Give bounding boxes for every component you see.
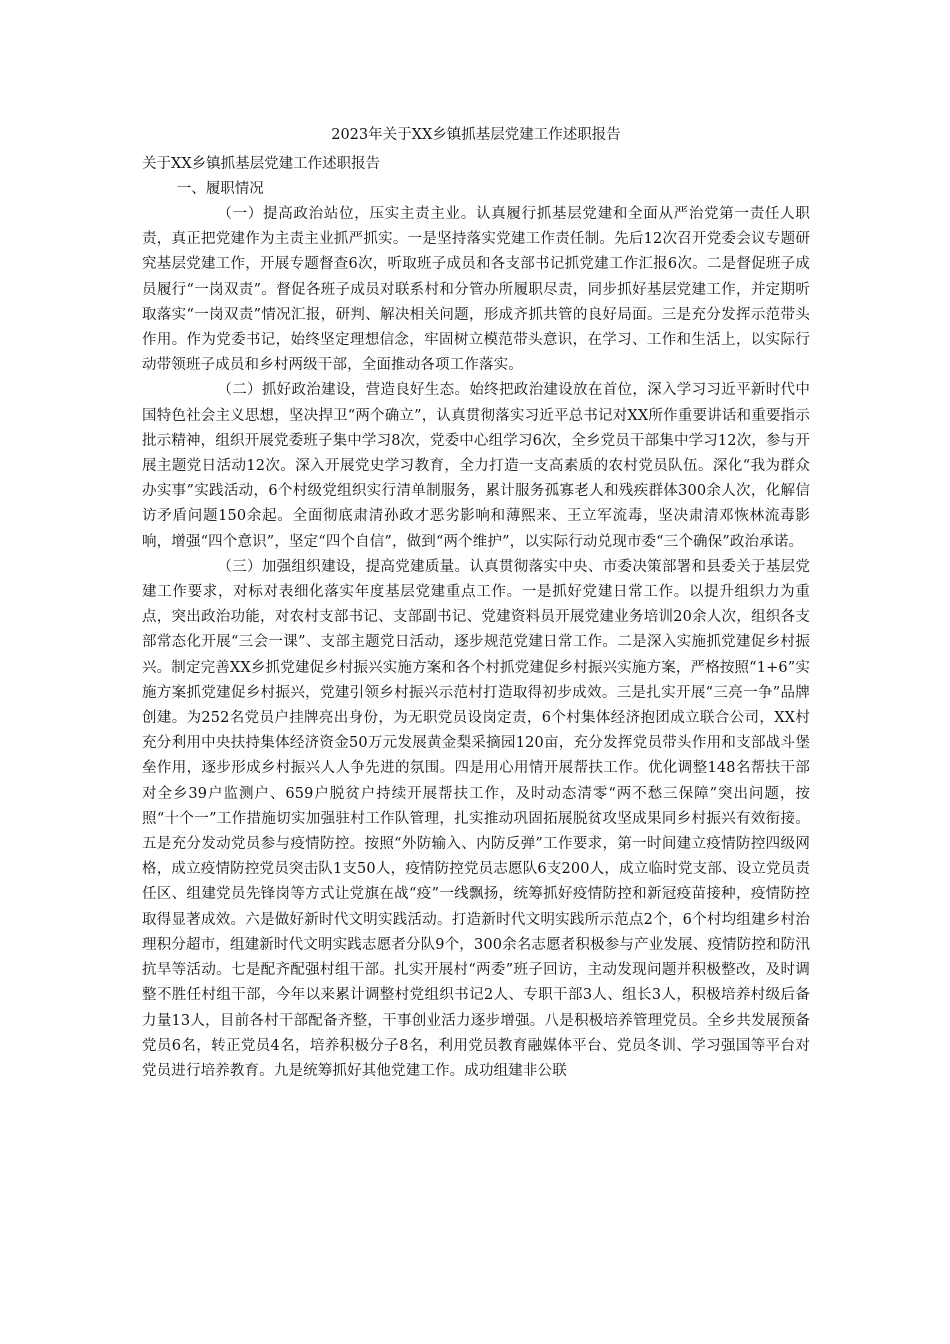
document-title: 2023年关于XX乡镇抓基层党建工作述职报告 [331,127,621,143]
paragraph-3: （三）加强组织建设，提高党建质量。认真贯彻落实中央、市委决策部署和县委关于基层党建工作要求，对标对表细化落实年度基层党建重点工作。一是抓好党建日常工作。以提升组织力为重点，突出政治功能，对农村支部书记、支部副书记、党建资料员开展党建业务培训20余人次，组织各支部常态化开展“三会一课”、支部主题党日活动，逐步规范党建日常工作。二是深入实施抓党建促乡村振兴。制定完善XX乡抓党建促乡村振兴实施方案和各个村抓党建促乡村振兴实施方案，严格按照“1+6”实施方案抓党建促乡村振兴，党建引领乡村振兴示范村打造取得初步成效。三是扎实开展“三亮一争”品牌创建。为252名党员户挂牌亮出身份，为无职党员设岗定责，6个村集体经济抱团成立联合公司，XX村充分利用中央扶持集体经济资金50万元发展黄金梨采摘园120亩，充分发挥党员带头作用和支部战斗堡垒作用，逐步形成乡村振兴人人争先进的氛围。四是用心用情开展帮扶工作。优化调整148名帮扶干部对全乡39户监测户、659户脱贫户持续开展帮扶工作，及时动态清零“两不愁三保障”突出问题，按照“十个一”工作措施切实加强驻村工作队管理，扎实推动巩固拓展脱贫攻坚成果同乡村振兴有效衔接。五是充分发动党员参与疫情防控。按照“外防输入、内防反弹”工作要求，第一时间建立疫情防控四级网格，成立疫情防控党员突击队1支50人，疫情防控党员志愿队6支200人，成立临时党支部、设立党员责任区、组建党员先锋岗等方式让党旗在战“疫”一线飘扬，统筹抓好疫情防控和新冠疫苗接种，疫情防控取得显著成效。六是做好新时代文明实践活动。打造新时代文明实践所示范点2个，6个村均组建乡村治理积分超市，组建新时代文明实践志愿者分队9个，300余名志愿者积极参与产业发展、疫情防控和防汛抗旱等活动。七是配齐配强村组干部。扎实开展村“两委”班子回访，主动发现问题并积极整改，及时调整不胜任村组干部，今年以来累计调整村党组织书记2人、专职干部3人、组长3人，积极培养村级后备力量13人，目前各村干部配备齐整，干事创业活力逐步增强。八是积极培养管理党员。全乡共发展预备党员6名，转正党员4名，培养积极分子8名，利用党员教育融媒体平台、党员冬训、学习强国等平台对党员进行培养教育。九是统筹抓好其他党建工作。成功组建非公联 [142,558,810,1079]
section-heading: 一、履职情况 [176,181,264,197]
document-subtitle: 关于XX乡镇抓基层党建工作述职报告 [142,156,381,172]
paragraph-1: （一）提高政治站位，压实主责主业。认真履行抓基层党建和全面从严治党第一责任人职责，真正把党建作为主责主业抓严抓实。一是坚持落实党建工作责任制。先后12次召开党委会议专题研究基层党建工作，开展专题督查6次，听取班子成员和各支部书记抓党建工作汇报6次。二是督促班子成员履行“一岗双责”。督促各班子成员对联系村和分管办所履职尽责，同步抓好基层党建工作，并定期听取落实“一岗双责”情况汇报，研判、解决相关问题，形成齐抓共管的良好局面。三是充分发挥示范带头作用。作为党委书记，始终坚定理想信念，牢固树立模范带头意识，在学习、工作和生活上，以实际行动带领班子成员和乡村两级干部，全面推动各项工作落实。 [142,206,810,374]
paragraph-2: （二）抓好政治建设，营造良好生态。始终把政治建设放在首位，深入学习习近平新时代中国特色社会主义思想，坚决捍卫“两个确立”，认真贯彻落实习近平总书记对XX所作重要讲话和重要指示批示精神，组织开展党委班子集中学习8次，党委中心组学习6次，全乡党员干部集中学习12次，参与开展主题党日活动12次。深入开展党史学习教育，全力打造一支高素质的农村党员队伍。深化“我为群众办实事”实践活动，6个村级党组织实行清单制服务，累计服务孤寡老人和残疾群体300余人次，化解信访矛盾问题150余起。全面彻底肃清孙政才恶劣影响和薄熙来、王立军流毒，坚决肃清邓恢林流毒影响，增强“四个意识”，坚定“四个自信”，做到“两个维护”，以实际行动兑现市委“三个确保”政治承诺。 [142,382,810,550]
document-body [142,123,810,1084]
